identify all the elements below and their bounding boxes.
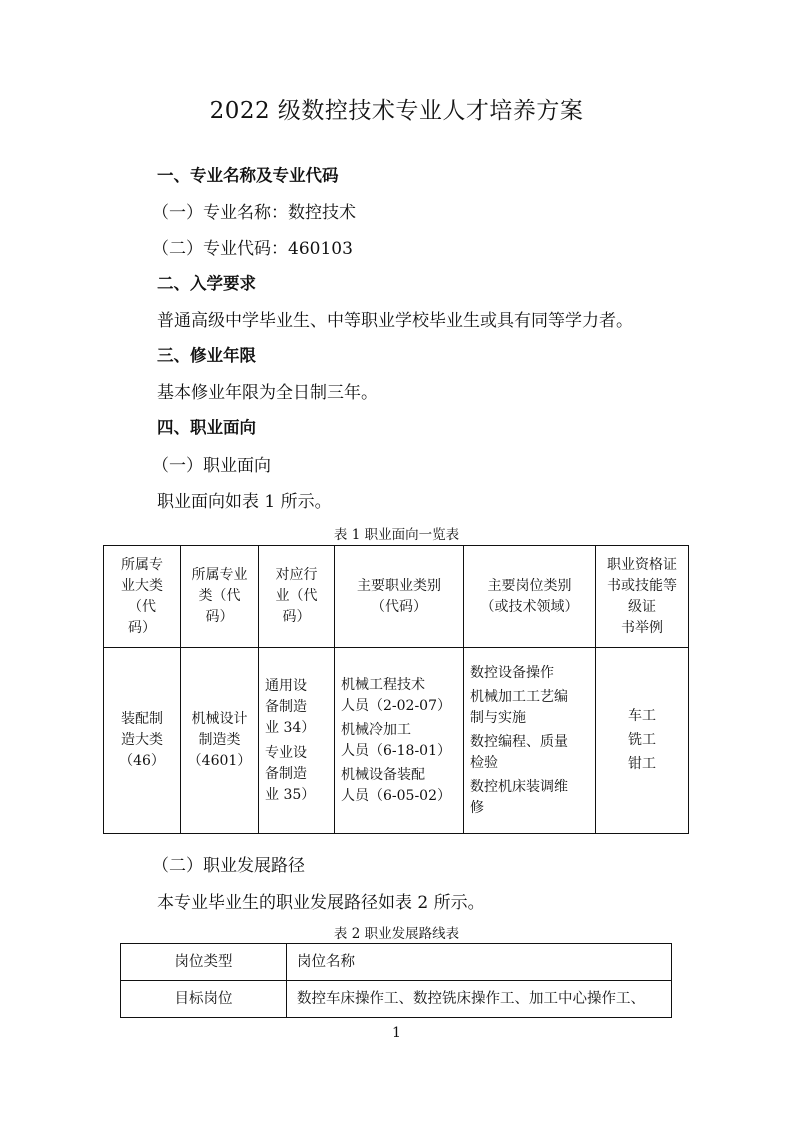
cell-occupations bbox=[335, 648, 464, 834]
list-item: 通用设 备制造 业 34） bbox=[265, 677, 316, 736]
list-item: 机械工程技术 人员（2-02-07） bbox=[341, 676, 451, 714]
header-industry: 对应行 业（代 码） bbox=[259, 546, 335, 648]
table-row bbox=[121, 944, 672, 981]
header-major-class: 所属专业 类（代 码） bbox=[181, 546, 259, 648]
header-major-category: 所属专 业大类 （代 码） bbox=[104, 546, 181, 648]
section-3-heading: 三、修业年限 bbox=[157, 346, 256, 365]
list-item: 专业设 备制造 业 35） bbox=[265, 744, 316, 803]
career-path-table bbox=[120, 943, 672, 1018]
major-name-line: （一）专业名称：数控技术 bbox=[152, 203, 356, 223]
table-row bbox=[121, 981, 672, 1018]
list-item: 机械冷加工 人员（6-18-01） bbox=[341, 721, 451, 759]
section-2-heading: 二、入学要求 bbox=[157, 274, 256, 293]
occupation-subheading: （一）职业面向 bbox=[152, 456, 271, 476]
document-title: 2022 级数控技术专业人才培养方案 bbox=[209, 98, 584, 124]
list-item: 机械加工工艺编 制与实施 bbox=[470, 688, 568, 726]
career-path-intro-text: 本专业毕业生的职业发展路径如表 2 所示。 bbox=[157, 893, 485, 913]
cell-name: 数控车床操作工、数控铣床操作工、加工中心操作工、 bbox=[287, 981, 672, 1018]
career-path-subheading: （二）职业发展路径 bbox=[152, 856, 305, 876]
admission-text: 普通高级中学毕业生、中等职业学校毕业生或具有同等学力者。 bbox=[157, 311, 633, 331]
page-number: 1 bbox=[392, 1025, 401, 1041]
header-position: 主要岗位类别 （或技术领域） bbox=[464, 546, 596, 648]
occupation-table bbox=[103, 545, 689, 834]
cell-name: 岗位名称 bbox=[287, 944, 672, 981]
table1-caption: 表 1 职业面向一览表 bbox=[333, 527, 460, 543]
section-1-heading: 一、专业名称及专业代码 bbox=[157, 166, 339, 185]
list-item: 数控编程、质量 检验 bbox=[470, 733, 568, 771]
table2-caption: 表 2 职业发展路线表 bbox=[333, 926, 460, 942]
cell-industry bbox=[259, 648, 335, 834]
section-4-heading: 四、职业面向 bbox=[157, 418, 256, 437]
cell-major-class: 机械设计 制造类 （4601） bbox=[181, 648, 259, 834]
cell-positions bbox=[464, 648, 596, 834]
table-row bbox=[104, 648, 689, 834]
occupation-intro-text: 职业面向如表 1 所示。 bbox=[157, 492, 332, 512]
header-occupation: 主要职业类别 （代码） bbox=[335, 546, 464, 648]
list-item: 数控机床装调维 修 bbox=[470, 778, 568, 816]
list-item: 机械设备装配 人员（6-05-02） bbox=[341, 766, 451, 804]
cell-type: 岗位类型 bbox=[121, 944, 287, 981]
cell-major-category: 装配制 造大类 （46） bbox=[104, 648, 181, 834]
header-certificate: 职业资格证 书或技能等 级证 书举例 bbox=[596, 546, 689, 648]
cell-certificates: 车工 铣工 钳工 bbox=[596, 648, 689, 834]
table-header-row bbox=[104, 546, 689, 648]
major-code-line: （二）专业代码：460103 bbox=[152, 239, 353, 259]
cell-type: 目标岗位 bbox=[121, 981, 287, 1018]
list-item: 数控设备操作 bbox=[470, 664, 554, 681]
duration-text: 基本修业年限为全日制三年。 bbox=[157, 383, 378, 403]
